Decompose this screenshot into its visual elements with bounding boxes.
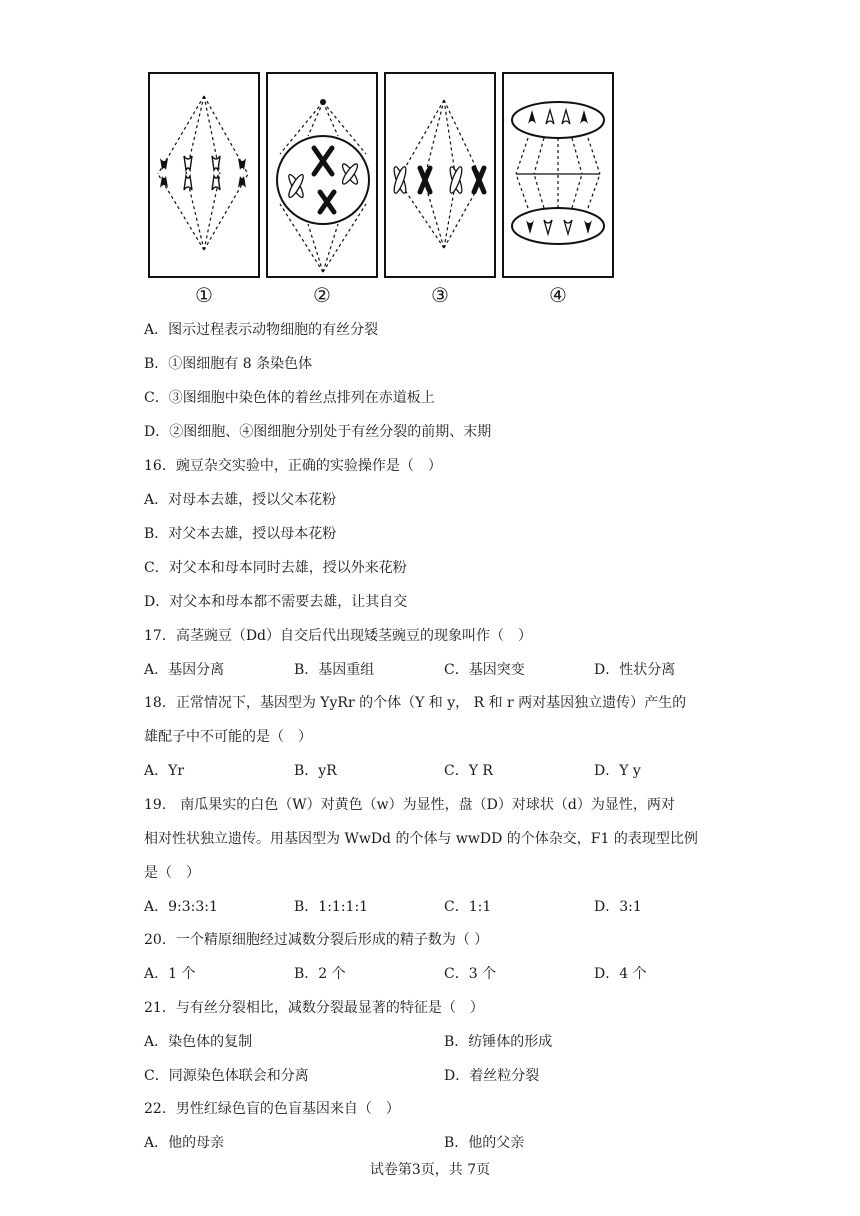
q16-option-a: A．对母本去雄，授以父本花粉: [144, 492, 337, 508]
q22-option-b: B．他的父亲: [444, 1135, 525, 1151]
q17-option-a: A．基因分离: [144, 662, 225, 678]
q21-option-b: B．纺锤体的形成: [444, 1034, 553, 1050]
q19-stem-line-1: 19． 南瓜果实的白色（W）对黄色（w）为显性，盘（D）对球状（d）为显性，两对: [144, 797, 675, 813]
q18-option-a: A．Yr: [144, 763, 185, 779]
q22-option-a: A．他的母亲: [144, 1135, 225, 1151]
q20-option-b: B．2 个: [294, 966, 346, 982]
q19-option-d: D．3:1: [594, 899, 642, 915]
panel-1-drawing: [150, 74, 258, 276]
q15-option-a: A．图示过程表示动物细胞的有丝分裂: [144, 322, 379, 338]
q16-option-d: D．对父本和母本都不需要去雄，让其自交: [144, 594, 408, 610]
q19-option-c: C．1:1: [444, 899, 492, 915]
panel-2-label: ②: [313, 283, 331, 307]
cell-division-figure: [146, 70, 622, 310]
q18-stem-line-2: 雄配子中不可能的是（ ）: [144, 729, 312, 745]
q22-stem: 22．男性红绿色盲的色盲基因来自（ ）: [144, 1101, 400, 1117]
q21-option-d: D．着丝粒分裂: [444, 1068, 540, 1084]
q18-option-b: B．yR: [294, 763, 337, 779]
q16-option-b: B．对父本去雄，授以母本花粉: [144, 526, 337, 542]
q19-stem-line-3: 是（ ）: [144, 865, 200, 881]
q17-option-b: B．基因重组: [294, 662, 375, 678]
panel-4-drawing: [504, 74, 612, 276]
page-footer: 试卷第3页，共 7页: [369, 1162, 491, 1178]
q19-option-b: B．1:1:1:1: [294, 899, 369, 915]
q20-option-c: C．3 个: [444, 966, 497, 982]
panel-4-label: ④: [549, 283, 567, 307]
q16-option-c: C．对父本和母本同时去雄，授以外来花粉: [144, 560, 407, 576]
q21-option-a: A．染色体的复制: [144, 1034, 253, 1050]
q21-option-c: C．同源染色体联会和分离: [144, 1068, 309, 1084]
q18-option-d: D．Y y: [594, 763, 641, 779]
panel-2-cell-diagram: [266, 72, 378, 278]
panel-4-cell-diagram: [502, 72, 614, 278]
q17-option-c: C．基因突变: [444, 662, 525, 678]
q19-option-a: A．9:3:3:1: [144, 899, 218, 915]
q18-stem-line-1: 18．正常情况下，基因型为 YyRr 的个体（Y 和 y， R 和 r 两对基因独立遗传）产生的: [144, 695, 687, 711]
q18-option-c: C．Y R: [444, 763, 493, 779]
q15-option-d: D．②图细胞、④图细胞分别处于有丝分裂的前期、末期: [144, 424, 492, 440]
panel-3-drawing: [386, 74, 494, 276]
q21-stem: 21．与有丝分裂相比，减数分裂最显著的特征是（ ）: [144, 1000, 484, 1016]
q20-option-a: A．1 个: [144, 966, 196, 982]
panel-2-drawing: [268, 74, 376, 276]
q19-stem-line-2: 相对性状独立遗传。用基因型为 WwDd 的个体与 wwDD 的个体杂交，F1 的表现型比例: [144, 831, 698, 847]
panel-1-cell-diagram: [148, 72, 260, 278]
panel-1-label: ①: [195, 283, 213, 307]
panel-3-label: ③: [431, 283, 449, 307]
q17-option-d: D．性状分离: [594, 662, 676, 678]
panel-3-cell-diagram: [384, 72, 496, 278]
q17-stem: 17．高茎豌豆（Dd）自交后代出现矮茎豌豆的现象叫作（ ）: [144, 628, 532, 644]
q20-option-d: D．4 个: [594, 966, 647, 982]
q15-option-c: C．③图细胞中染色体的着丝点排列在赤道板上: [144, 390, 435, 406]
q20-stem: 20．一个精原细胞经过减数分裂后形成的精子数为（ ）: [144, 932, 489, 948]
q16-stem: 16．豌豆杂交实验中，正确的实验操作是（ ）: [144, 458, 442, 474]
q15-option-b: B．①图细胞有 8 条染色体: [144, 356, 313, 372]
